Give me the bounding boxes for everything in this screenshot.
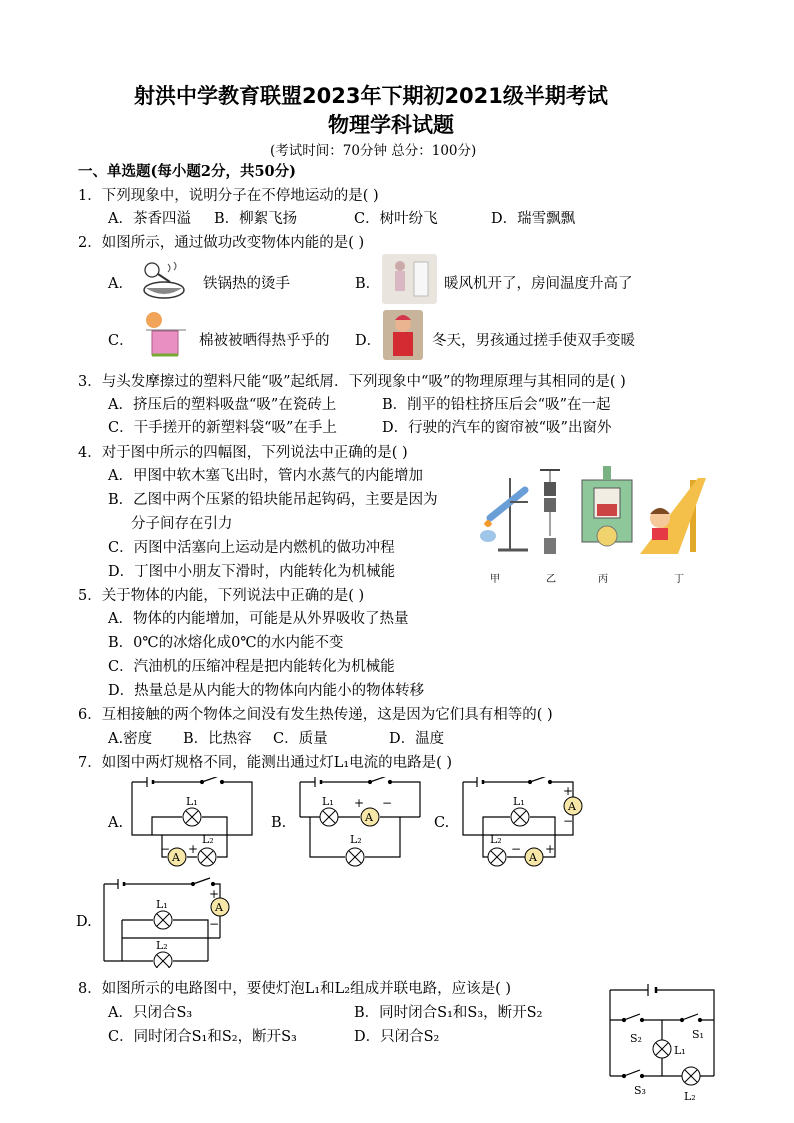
- q7d-lamp2-label: L₂: [156, 939, 168, 952]
- q1-option-b: B．柳絮飞扬: [214, 211, 298, 227]
- q7-stem: 7．如图中两灯规格不同，能测出通过灯L₁电流的电路是( ): [78, 755, 453, 771]
- q7d-lamp1-label: L₁: [156, 898, 168, 911]
- q8-stem: 8．如图所示的电路图中，要使灯泡L₁和L₂组成并联电路，应该是( ): [78, 981, 512, 997]
- q3-option-d: D．行驶的汽车的窗帘被“吸”出窗外: [382, 420, 612, 436]
- q6-option-c: C．质量: [273, 731, 328, 747]
- q7-circuit-b: [290, 777, 425, 869]
- q7b-minus: −: [382, 796, 393, 810]
- q7d-plus: +: [209, 887, 220, 901]
- q8-option-d: D．只闭合S₂: [354, 1029, 440, 1045]
- q4-fig-label-yi: 乙: [546, 574, 556, 585]
- q7c-plus-bottom: +: [545, 842, 556, 856]
- q2-label-a: A．: [108, 276, 133, 292]
- q7a-lamp2-label: L₂: [202, 833, 214, 846]
- q5-stem: 5．关于物体的内能，下列说法中正确的是( ): [78, 588, 365, 604]
- q7a-lamp2: [198, 848, 216, 866]
- q7d-minus: −: [209, 917, 220, 931]
- q4-option-c: C．丙图中活塞向上运动是内燃机的做功冲程: [108, 540, 395, 556]
- q7a-lamp1-label: L₁: [186, 795, 198, 808]
- q4-fig-label-bing: 丙: [598, 574, 608, 585]
- q2-option-a: 铁锅热的烫手: [203, 276, 290, 292]
- q7b-lamp2: [346, 848, 364, 866]
- q4-stem: 4．对于图中所示的四幅图，下列说法中正确的是( ): [78, 445, 408, 461]
- q4-option-b-line2: 分子间存在引力: [131, 516, 233, 532]
- q4-fig-label-ding: 丁: [674, 574, 684, 585]
- q8-switch-s2-label: S₂: [630, 1032, 642, 1045]
- q8-switch-s1-label: S₁: [692, 1028, 704, 1041]
- q7c-lamp2: [488, 848, 506, 866]
- q8-option-b: B．同时闭合S₁和S₃，断开S₂: [354, 1005, 543, 1021]
- q3-option-c: C．干手搓开的新塑料袋“吸”在手上: [108, 420, 337, 436]
- q2-option-d: 冬天，男孩通过搓手使双手变暖: [432, 333, 635, 349]
- q7d-lamp2: [154, 952, 172, 968]
- q2-label-d: D．: [355, 333, 382, 349]
- q6-stem: 6．互相接触的两个物体之间没有发生热传递，这是因为它们具有相等的( ): [78, 707, 553, 723]
- q5-option-c: C．汽油机的压缩冲程是把内能转化为机械能: [108, 659, 395, 675]
- q3-stem: 3．与头发摩擦过的塑料尺能“吸”起纸屑．下列现象中“吸”的物理原理与其相同的是( ): [78, 374, 626, 390]
- q7-circuit-a: [122, 777, 257, 869]
- q8-lamp2-label: L₂: [684, 1090, 696, 1103]
- q2-image-pot: [138, 256, 188, 304]
- q7b-plus: +: [354, 796, 365, 810]
- q4-figure-set: [470, 458, 720, 588]
- section-heading: 一、单选题(每小题2分，共50分): [78, 163, 296, 180]
- q1-option-a: A．茶香四溢: [108, 211, 191, 227]
- q7a-plus: +: [188, 842, 199, 856]
- q5-option-b: B．0℃的冰熔化成0℃的水内能不变: [108, 635, 344, 651]
- q4-fig-test-tube: [480, 478, 528, 550]
- q7a-lamp1: [183, 808, 201, 826]
- q7c-plus-top: +: [563, 784, 574, 798]
- q7c-ammeter-bottom-label: A: [529, 851, 537, 864]
- q7b-lamp1-label: L₁: [322, 795, 334, 808]
- q8-circuit: [602, 976, 727, 1106]
- q2-label-b: B．: [355, 276, 381, 292]
- q8-option-c: C．同时闭合S₁和S₂，断开S₃: [108, 1029, 297, 1045]
- q7-circuit-d: [98, 876, 238, 968]
- q4-option-d: D．丁图中小朋友下滑时，内能转化为机械能: [108, 564, 396, 580]
- q8-option-a: A．只闭合S₃: [108, 1005, 193, 1021]
- q1-option-c: C．树叶纷飞: [354, 211, 438, 227]
- q7d-lamp1: [154, 911, 172, 929]
- q4-fig-label-jia: 甲: [490, 574, 500, 585]
- q7a-minus: −: [160, 842, 171, 856]
- q7d-ammeter-label: A: [215, 901, 223, 914]
- q7-label-a: A.: [108, 815, 124, 831]
- q6-option-b: B．比热容: [183, 731, 252, 747]
- q5-option-a: A．物体的内能增加，可能是从外界吸收了热量: [108, 611, 409, 627]
- q1-option-d: D．瑞雪飘飘: [491, 211, 576, 227]
- q4-option-b-line1: B．乙图中两个压紧的铅块能吊起钩码，主要是因为: [108, 492, 438, 508]
- q7-label-d: D.: [76, 914, 92, 930]
- q6-option-a: A.密度: [108, 731, 153, 747]
- q4-fig-engine: [582, 466, 632, 546]
- q2-image-quilt: [140, 310, 192, 360]
- q7a-ammeter-label: A: [172, 851, 180, 864]
- exam-title: 射洪中学教育联盟2023年下期初2021级半期考试: [134, 84, 608, 108]
- q7c-lamp1: [511, 808, 529, 826]
- q8-switch-s3-label: S₃: [634, 1084, 646, 1097]
- q8-lamp1: [653, 1040, 671, 1058]
- q7-label-c: C.: [434, 815, 450, 831]
- q6-option-d: D．温度: [389, 731, 445, 747]
- exam-time-info: (考试时间：70分钟 总分：100分): [270, 143, 477, 159]
- q4-fig-lead-blocks: [540, 470, 560, 554]
- q7-circuit-c: [455, 777, 590, 869]
- q7c-lamp1-label: L₁: [513, 795, 525, 808]
- q2-image-heater: [382, 254, 437, 304]
- q7c-minus-bottom: −: [511, 842, 522, 856]
- q7c-minus-top: −: [563, 814, 574, 828]
- q5-option-d: D．热量总是从内能大的物体向内能小的物体转移: [108, 683, 425, 699]
- q7-label-b: B.: [271, 815, 287, 831]
- q8-lamp2: [682, 1067, 700, 1085]
- q4-option-a: A．甲图中软木塞飞出时，管内水蒸气的内能增加: [108, 468, 423, 484]
- q2-option-c: 棉被被晒得热乎乎的: [199, 333, 330, 349]
- exam-subject-title: 物理学科试题: [328, 113, 454, 137]
- q2-image-boy: [383, 310, 423, 360]
- q3-option-b: B．削平的铅柱挤压后会“吸”在一起: [382, 397, 611, 413]
- q7b-ammeter-label: A: [365, 811, 373, 824]
- q2-label-c: C．: [108, 333, 134, 349]
- q4-fig-slide: [640, 478, 706, 554]
- q7c-lamp2-label: L₂: [490, 833, 502, 846]
- q7b-lamp2-label: L₂: [350, 833, 362, 846]
- q3-option-a: A．挤压后的塑料吸盘“吸”在瓷砖上: [108, 397, 337, 413]
- q1-stem: 1．下列现象中，说明分子在不停地运动的是( ): [78, 188, 379, 204]
- q2-option-b: 暖风机开了，房间温度升高了: [444, 276, 633, 292]
- q2-stem: 2．如图所示，通过做功改变物体内能的是( ): [78, 235, 365, 251]
- q7c-ammeter-top-label: A: [568, 800, 576, 813]
- q7b-lamp1: [320, 808, 338, 826]
- q8-lamp1-label: L₁: [674, 1044, 686, 1057]
